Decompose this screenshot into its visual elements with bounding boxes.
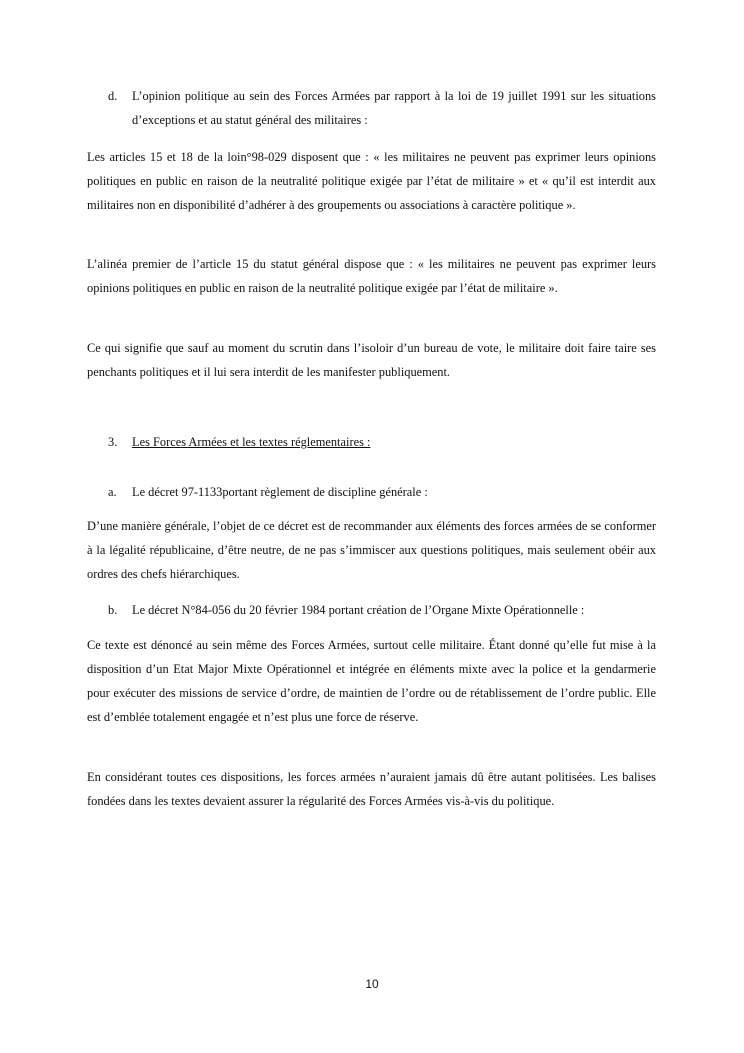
section-heading-3 xyxy=(87,430,656,454)
list-item-a-text: Le décret 97-1133portant règlement de discipline générale : xyxy=(132,485,428,499)
page-number: 10 xyxy=(365,977,379,991)
list-marker-a: a. xyxy=(108,485,117,499)
paragraph-conclusion: En considérant toutes ces dispositions, les forces armées n’auraient jamais dû être autant politisées. Les balises fondées dans les textes devaient assurer la régularité des Forces Armées vis-à-vis du politique. xyxy=(87,770,656,808)
list-marker-b: b. xyxy=(108,603,118,617)
list-item-d xyxy=(87,84,656,132)
list-item-b-text: Le décret N°84-056 du 20 février 1984 portant création de l’Organe Mixte Opérationnelle : xyxy=(132,603,585,617)
paragraph-decret-97-1133: D’une manière générale, l’objet de ce décret est de recommander aux éléments des forces armées de se conformer à la légalité républicaine, d’être neutre, de ne pas s’immiscer aux questions politiques, mais seulement obéir aux ordres des chefs hiérarchiques. xyxy=(87,519,656,581)
paragraph-alinea-premier: L’alinéa premier de l’article 15 du statut général dispose que : « les militaires ne peuvent pas exprimer leurs opinions politiques en public en raison de la neutralité politique exigée par l’état de militaire ». xyxy=(87,257,656,295)
list-item-d-text: L’opinion politique au sein des Forces Armées par rapport à la loi de 19 juillet 1991 sur les situations d’exceptions et au statut général des militaires : xyxy=(132,89,656,127)
paragraph-articles-15-18: Les articles 15 et 18 de la loin°98-029 disposent que : « les militaires ne peuvent pas exprimer leurs opinions politiques en public en raison de la neutralité politique exigée par l’état de militaire » et « qu’il est interdit aux militaires non en disponibilité d’adhérer à des groupements ou associations à caractère politique ». xyxy=(87,150,656,212)
paragraph-organe-mixte: Ce texte est dénoncé au sein même des Forces Armées, surtout celle militaire. Étant donné qu’elle fut mise à la disposition d’un Etat Major Mixte Opérationnel et intégrée en éléments mixte avec la police et la gendarmerie pour exécuter des missions de service d’ordre, de maintien de l’ordre ou de rétablissement de l’ordre public. Elle est d’emblée totalement engagée et n’est plus une force de réserve. xyxy=(87,638,656,724)
list-item-b xyxy=(87,598,656,622)
list-marker-d: d. xyxy=(108,89,118,103)
section-heading-3-text: Les Forces Armées et les textes réglementaires : xyxy=(132,435,371,449)
list-item-a xyxy=(87,480,656,504)
list-marker-3: 3. xyxy=(108,435,118,449)
paragraph-scrutin: Ce qui signifie que sauf au moment du scrutin dans l’isoloir d’un bureau de vote, le militaire doit faire taire ses penchants politiques et il lui sera interdit de les manifester publiquement. xyxy=(87,341,656,379)
